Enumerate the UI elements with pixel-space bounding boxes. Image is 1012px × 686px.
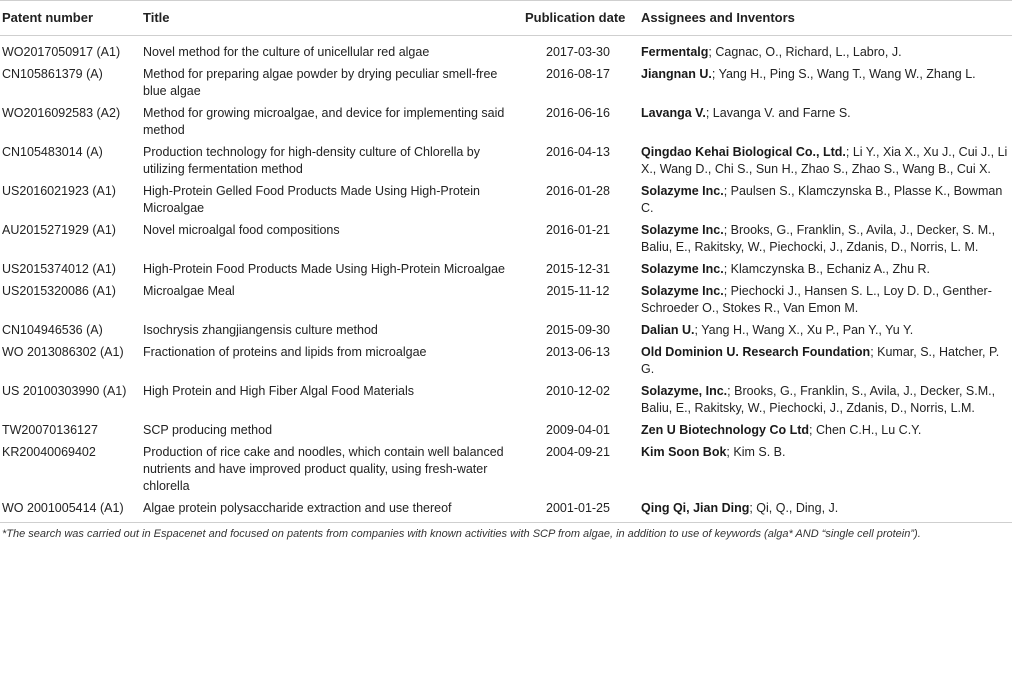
cell-title: Production of rice cake and noodles, which contain well balanced nutrients and have improved product quality, using fresh-water chlorella	[143, 445, 504, 493]
cell-title: Algae protein polysaccharide extraction and use thereof	[139, 498, 519, 523]
table-body	[0, 36, 1012, 523]
cell-assignees	[637, 342, 1012, 381]
cell-assignees	[637, 259, 1012, 281]
table-row	[0, 498, 1012, 523]
assignee-name: Qingdao Kehai Biological Co., Ltd.	[641, 145, 846, 159]
table-row	[0, 320, 1012, 342]
table-footnote: *The search was carried out in Espacenet and focused on patents from companies with known activities with SCP from algae, in addition to use of keywords (alga* AND “single cell protein”).	[2, 528, 921, 540]
assignee-name: Solazyme Inc.	[641, 284, 724, 298]
cell-date: 2016-01-28	[546, 184, 610, 198]
assignee-name: Solazyme Inc.	[641, 184, 724, 198]
assignee-name: Lavanga V.	[641, 106, 706, 120]
cell-title: Novel method for the culture of unicellular red algae	[143, 45, 430, 59]
table-row	[0, 381, 1012, 420]
table-row	[0, 181, 1012, 220]
cell-title: High Protein and High Fiber Algal Food Materials	[143, 384, 414, 398]
header-title: Title	[139, 1, 519, 36]
cell-assignees	[637, 142, 1012, 181]
cell-title: Isochrysis zhangjiangensis culture method	[143, 323, 378, 337]
inventor-list: ; Brooks, G., Franklin, S., Avila, J., Decker, S.M., Baliu, E., Rakitsky, W., Piechocki, J., Zdanis, D., Norris, L.M.	[641, 384, 996, 415]
header-row	[0, 1, 1012, 36]
cell-date: 2015-09-30	[546, 323, 610, 337]
table-row	[0, 259, 1012, 281]
inventor-list: ; Piechocki J., Hansen S. L., Loy D. D., Genther-Schroeder O., Stokes R., Van Emon M.	[641, 284, 992, 315]
cell-patent-number: US2016021923 (A1)	[2, 184, 116, 198]
header-patent-number: Patent number	[0, 1, 139, 36]
assignee-name: Solazyme Inc.	[641, 223, 724, 237]
inventor-list: ; Chen C.H., Lu C.Y.	[809, 423, 922, 437]
cell-date: 2016-01-21	[546, 223, 610, 237]
cell-assignees	[637, 181, 1012, 220]
inventor-list: ; Qi, Q., Ding, J.	[749, 501, 839, 515]
assignee-name: Dalian U.	[641, 323, 695, 337]
table-row	[0, 281, 1012, 320]
cell-title: High-Protein Food Products Made Using High-Protein Microalgae	[143, 262, 505, 276]
inventor-list: ; Cagnac, O., Richard, L., Labro, J.	[708, 45, 902, 59]
cell-patent-number: WO2017050917 (A1)	[2, 45, 121, 59]
cell-patent-number: US2015374012 (A1)	[2, 262, 116, 276]
cell-patent-number: CN104946536 (A)	[2, 323, 103, 337]
cell-title: Fractionation of proteins and lipids from microalgae	[143, 345, 427, 359]
inventor-list: ; Yang H., Wang X., Xu P., Pan Y., Yu Y.	[694, 323, 914, 337]
table-row	[0, 442, 1012, 498]
cell-patent-number: WO2016092583 (A2)	[2, 106, 121, 120]
cell-patent-number: CN105483014 (A)	[2, 145, 103, 159]
cell-date: 2015-12-31	[546, 262, 610, 276]
cell-patent-number: TW20070136127	[2, 423, 98, 437]
cell-assignees	[637, 103, 1012, 142]
header-publication-date: Publication date	[519, 1, 637, 36]
cell-patent-number: AU2015271929 (A1)	[2, 223, 116, 237]
inventor-list: ; Kim S. B.	[726, 445, 786, 459]
inventor-list: ; Klamczynska B., Echaniz A., Zhu R.	[723, 262, 931, 276]
assignee-name: Old Dominion U. Research Foundation	[641, 345, 871, 359]
assignee-name: Zen U Biotechnology Co Ltd	[641, 423, 810, 437]
cell-assignees	[637, 64, 1012, 103]
cell-patent-number: US2015320086 (A1)	[2, 284, 116, 298]
header-assignees: Assignees and Inventors	[637, 1, 1012, 36]
cell-assignees	[637, 498, 1012, 523]
assignee-name: Kim Soon Bok	[641, 445, 727, 459]
inventor-list: ; Yang H., Ping S., Wang T., Wang W., Zhang L.	[711, 67, 976, 81]
cell-date: 2016-08-17	[546, 67, 610, 81]
cell-assignees	[637, 420, 1012, 442]
assignee-name: Jiangnan U.	[641, 67, 712, 81]
table-row	[0, 142, 1012, 181]
cell-patent-number: WO 2013086302 (A1)	[2, 345, 124, 359]
table-header	[0, 1, 1012, 36]
cell-assignees	[637, 381, 1012, 420]
cell-assignees	[637, 36, 1012, 65]
cell-title: Method for preparing algae powder by drying peculiar smell-free blue algae	[143, 67, 498, 98]
assignee-name: Solazyme, Inc.	[641, 384, 728, 398]
cell-date: 2010-12-02	[546, 384, 610, 398]
table-row	[0, 220, 1012, 259]
table-row	[0, 64, 1012, 103]
table-row	[0, 420, 1012, 442]
assignee-name: Solazyme Inc.	[641, 262, 724, 276]
table-row	[0, 103, 1012, 142]
cell-patent-number: US 20100303990 (A1)	[2, 384, 127, 398]
cell-title: Method for growing microalgae, and device for implementing said method	[143, 106, 505, 137]
inventor-list: ; Li Y., Xia X., Xu J., Cui J., Li X., Wang D., Chi S., Sun H., Zhao S., Zhao S., Wang B., Cui X.	[641, 145, 1008, 176]
cell-date: 2004-09-21	[546, 445, 610, 459]
cell-date: 2013-06-13	[546, 345, 610, 359]
cell-assignees	[637, 281, 1012, 320]
cell-patent-number: WO 2001005414 (A1)	[0, 498, 139, 523]
cell-patent-number: CN105861379 (A)	[2, 67, 103, 81]
cell-date: 2016-04-13	[546, 145, 610, 159]
cell-patent-number: KR20040069402	[2, 445, 96, 459]
table-row	[0, 36, 1012, 65]
table-row	[0, 342, 1012, 381]
cell-assignees	[637, 220, 1012, 259]
inventor-list: ; Brooks, G., Franklin, S., Avila, J., Decker, S. M., Baliu, E., Rakitsky, W., Piechocki, J., Zdanis, D., Norris, L. M.	[641, 223, 996, 254]
assignee-name: Qing Qi, Jian Ding	[641, 501, 750, 515]
cell-title: Microalgae Meal	[143, 284, 235, 298]
cell-date: 2001-01-25	[519, 498, 637, 523]
cell-title: Production technology for high-density culture of Chlorella by utilizing fermentation method	[143, 145, 480, 176]
cell-title: High-Protein Gelled Food Products Made Using High-Protein Microalgae	[143, 184, 480, 215]
assignee-name: Fermentalg	[641, 45, 709, 59]
cell-assignees	[637, 320, 1012, 342]
cell-date: 2009-04-01	[546, 423, 610, 437]
cell-date: 2015-11-12	[546, 284, 610, 298]
inventor-list: ; Lavanga V. and Farne S.	[705, 106, 851, 120]
inventor-list: ; Kumar, S., Hatcher, P. G.	[641, 345, 1000, 376]
inventor-list: ; Paulsen S., Klamczynska B., Plasse K., Bowman C.	[641, 184, 1003, 215]
cell-assignees	[637, 442, 1012, 498]
cell-date: 2016-06-16	[546, 106, 610, 120]
cell-title: Novel microalgal food compositions	[143, 223, 340, 237]
cell-date: 2017-03-30	[546, 45, 610, 59]
cell-title: SCP producing method	[143, 423, 273, 437]
